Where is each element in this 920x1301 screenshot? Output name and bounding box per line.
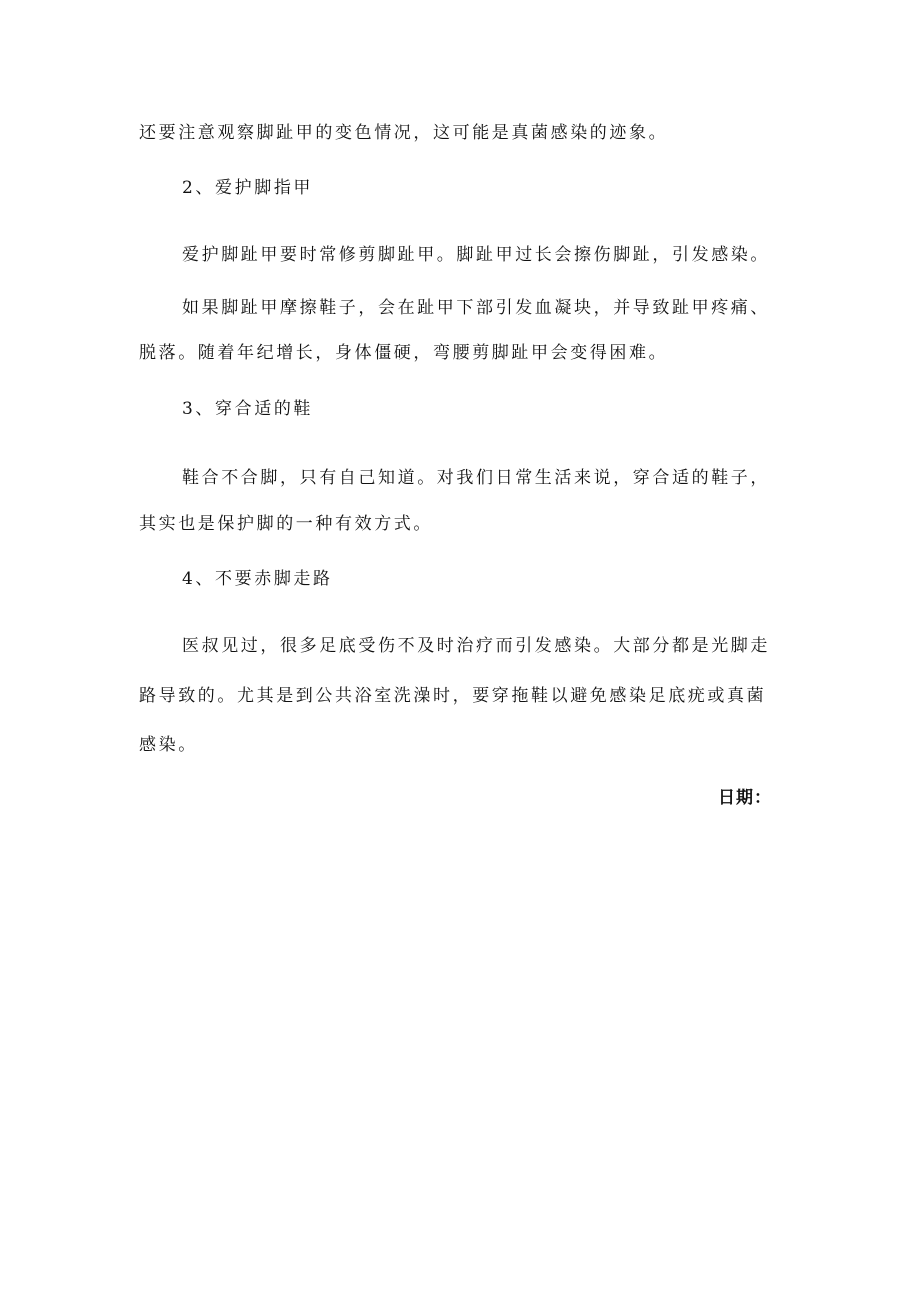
paragraph-line-friction: 如果脚趾甲摩擦鞋子，会在趾甲下部引发血凝块，并导致趾甲疼痛、 (182, 298, 770, 318)
paragraph-line-toenail-color: 还要注意观察脚趾甲的变色情况，这可能是真菌感染的迹象。 (139, 123, 669, 143)
date-label: 日期： (718, 788, 772, 808)
paragraph-line-shoes-protect: 其实也是保护脚的一种有效方式。 (139, 514, 433, 534)
paragraph-line-public-bath: 路导致的。尤其是到公共浴室洗澡时，要穿拖鞋以避免感染足底疣或真菌 (139, 686, 767, 706)
paragraph-line-infection: 感染。 (139, 735, 198, 755)
section-heading-care-nails: 2、爱护脚指甲 (182, 178, 314, 198)
paragraph-line-aging: 脱落。随着年纪增长，身体僵硬，弯腰剪脚趾甲会变得困难。 (139, 343, 669, 363)
section-heading-no-barefoot: 4、不要赤脚走路 (182, 569, 333, 589)
paragraph-line-shoes-fit: 鞋合不合脚，只有自己知道。对我们日常生活来说，穿合适的鞋子， (182, 468, 770, 488)
section-heading-proper-shoes: 3、穿合适的鞋 (182, 399, 314, 419)
paragraph-line-trim-nails: 爱护脚趾甲要时常修剪脚趾甲。脚趾甲过长会擦伤脚趾，引发感染。 (182, 245, 770, 265)
paragraph-line-foot-injury: 医叔见过，很多足底受伤不及时治疗而引发感染。大部分都是光脚走 (182, 636, 770, 656)
